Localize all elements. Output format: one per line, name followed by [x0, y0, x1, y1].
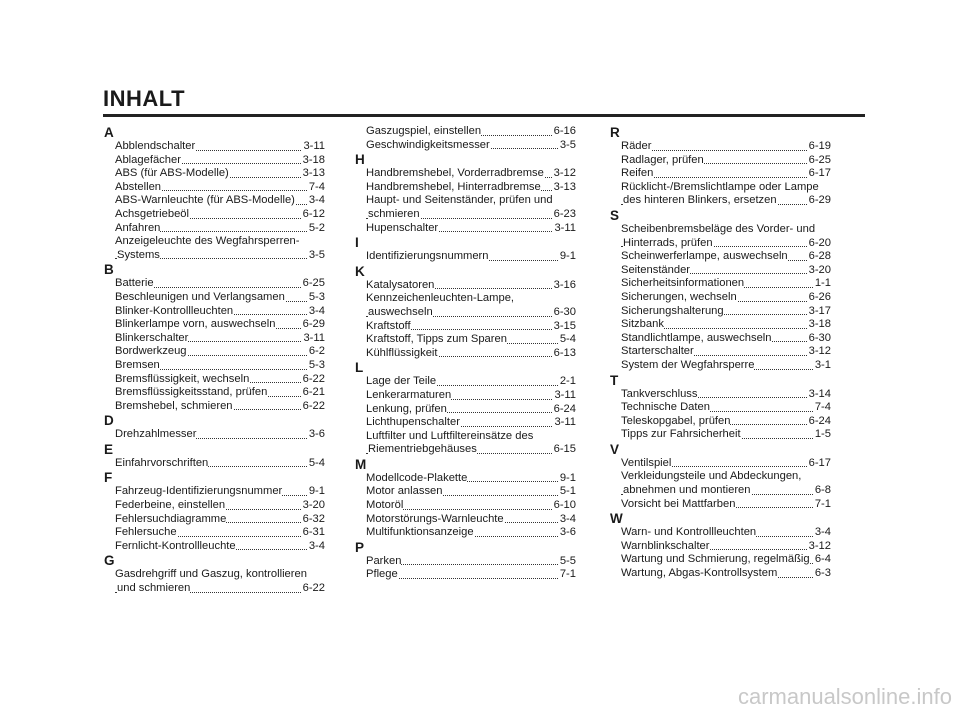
entry-text: Ventilspiel	[621, 456, 672, 469]
entry-text: Abstellen	[115, 180, 162, 193]
entry-page: 6-28	[808, 250, 831, 263]
index-letter: S	[610, 207, 620, 223]
index-entry	[354, 320, 576, 334]
entry-text: Anzeigeleuchte des Wegfahrsperren-	[115, 235, 300, 248]
entry-page: 6-22	[302, 582, 325, 595]
index-entry	[103, 277, 325, 291]
entry-text: Katalysatoren	[366, 278, 435, 291]
index-letter: K	[355, 263, 365, 279]
index-entry	[103, 208, 325, 222]
index-entry	[609, 540, 831, 554]
entry-page: 6-22	[302, 372, 325, 385]
entry-text: Fahrzeug-Identifizierungsnummer	[115, 485, 283, 498]
entry-text: Bremsflüssigkeit, wechseln	[115, 372, 250, 385]
index-entry	[103, 373, 325, 387]
entry-page: 3-1	[814, 358, 831, 371]
entry-text: Fehlersuche	[115, 526, 177, 539]
index-entry	[609, 359, 831, 373]
index-entry	[609, 526, 831, 540]
index-entry	[609, 140, 831, 154]
index-entry	[354, 139, 576, 153]
entry-page: 7-1	[814, 497, 831, 510]
entry-page: 6-25	[808, 153, 831, 166]
title-rule	[103, 114, 865, 117]
entry-text: Tankverschluss	[621, 387, 698, 400]
entry-text: Drehzahlmesser	[115, 428, 197, 441]
index-entry	[103, 345, 325, 359]
watermark: carmanualsonline.info	[737, 684, 952, 709]
entry-page: 6-10	[553, 499, 576, 512]
index-entry	[609, 428, 831, 442]
entry-text: Räder	[621, 140, 652, 152]
entry-text: Ablagefächer	[115, 153, 181, 166]
index-letter: T	[610, 372, 619, 388]
entry-page: 9-1	[559, 250, 576, 263]
index-entry	[354, 403, 576, 417]
index-entry	[354, 292, 576, 306]
entry-text: Einfahrvorschriften	[115, 456, 209, 469]
index-entry	[609, 318, 831, 332]
entry-page: 6-31	[302, 526, 325, 539]
entry-page: 3-18	[302, 153, 325, 166]
index-entry	[354, 416, 576, 430]
index-entry	[609, 305, 831, 319]
entry-text: Motoröl	[366, 499, 404, 512]
index-entry	[609, 223, 831, 237]
entry-text: Vorsicht bei Mattfarben	[621, 497, 736, 510]
index-entry	[354, 526, 576, 540]
index-entry	[354, 194, 576, 208]
entry-text: Haupt- und Seitenständer, prüfen und	[366, 194, 553, 207]
entry-page: 3-5	[308, 248, 325, 261]
entry-text: Hinterrads, prüfen	[623, 236, 713, 249]
entry-text: auswechseln	[368, 305, 433, 318]
entry-page: 5-5	[559, 554, 576, 567]
index-entry	[609, 484, 831, 498]
index-letter: A	[104, 125, 114, 140]
entry-page: 5-2	[308, 221, 325, 234]
index-entry	[103, 400, 325, 414]
entry-text: Modellcode-Plakette	[366, 471, 468, 484]
entry-page: 3-11	[303, 331, 325, 344]
entry-text: ABS (für ABS-Modelle)	[115, 167, 229, 180]
entry-page: 1-1	[814, 277, 831, 290]
index-entry	[354, 555, 576, 569]
entry-page: 6-30	[553, 305, 576, 318]
entry-page: 3-11	[554, 221, 576, 234]
index-entry	[609, 415, 831, 429]
entry-text: Bremsen	[115, 358, 160, 371]
index-letter: D	[104, 413, 114, 429]
index-entry	[354, 375, 576, 389]
entry-text: Wartung, Abgas-Kontrollsystem	[621, 567, 778, 580]
index-entry	[103, 194, 325, 208]
entry-page: 6-23	[553, 207, 576, 220]
entry-text: Tipps zur Fahrsicherheit	[621, 428, 741, 441]
entry-page: 6-3	[814, 567, 831, 580]
index-letter: P	[355, 539, 365, 555]
index-entry	[103, 318, 325, 332]
index-entry	[103, 540, 325, 554]
entry-page: 3-6	[559, 526, 576, 539]
index-entry	[609, 250, 831, 264]
entry-page: 6-4	[814, 553, 831, 566]
index-entry	[609, 470, 831, 484]
entry-page: 3-20	[302, 499, 325, 512]
entry-page: 3-15	[553, 319, 576, 332]
index-entry	[103, 513, 325, 527]
entry-text: ABS-Warnleuchte (für ABS-Modelle)	[115, 194, 295, 207]
entry-text: Radlager, prüfen	[621, 153, 704, 166]
entry-text: Starterschalter	[621, 345, 694, 358]
entry-text: Geschwindigkeitsmesser	[366, 138, 490, 151]
index-entry	[354, 568, 576, 582]
index-letter: W	[610, 511, 623, 527]
entry-page: 6-13	[553, 346, 576, 359]
entry-page: 3-12	[808, 539, 831, 552]
entry-text: Hupenschalter	[366, 221, 439, 234]
index-entry	[103, 359, 325, 373]
entry-text: Lenkung, prüfen	[366, 402, 447, 415]
entry-text: Kennzeichenleuchten-Lampe,	[366, 292, 515, 305]
entry-page: 3-11	[303, 140, 325, 152]
page-title: INHALT	[103, 86, 186, 111]
entry-text: Pflege	[366, 568, 398, 581]
index-entry	[609, 264, 831, 278]
entry-page: 6-29	[302, 318, 325, 331]
entry-text: Warn- und Kontrollleuchten	[621, 526, 757, 539]
entry-text: Blinkerschalter	[115, 331, 189, 344]
entry-page: 2-1	[559, 375, 576, 388]
entry-page: 3-13	[553, 180, 576, 193]
entry-text: Identifizierungsnummern	[366, 250, 489, 263]
entry-page: 6-17	[808, 456, 831, 469]
index-entry	[354, 513, 576, 527]
index-entry	[609, 291, 831, 305]
entry-text: Systems	[117, 248, 160, 261]
entry-text: Kraftstoff	[366, 319, 411, 332]
entry-text: abnehmen und montieren	[623, 484, 751, 497]
entry-page: 3-11	[554, 416, 576, 429]
index-entry	[103, 386, 325, 400]
entry-text: und schmieren	[117, 582, 191, 595]
index-entry	[609, 181, 831, 195]
entry-text: Abblendschalter	[115, 140, 196, 152]
index-letter: B	[104, 262, 114, 278]
entry-text: Batterie	[115, 277, 154, 290]
index-entry	[354, 333, 576, 347]
entry-text: Scheibenbremsbeläge des Vorder- und	[621, 222, 816, 235]
index-letter: F	[104, 470, 113, 486]
entry-page: 6-17	[808, 167, 831, 180]
index-entry	[354, 125, 576, 139]
index-entry	[103, 568, 325, 582]
entry-page: 6-2	[308, 345, 325, 358]
entry-text: Anfahren	[115, 221, 161, 234]
entry-page: 6-29	[808, 194, 831, 207]
index-entry	[354, 389, 576, 403]
index-entry	[103, 181, 325, 195]
entry-text: Handbremshebel, Vorderradbremse	[366, 167, 544, 180]
entry-text: Motorstörungs-Warnleuchte	[366, 512, 504, 525]
index-letter: E	[104, 441, 114, 457]
index-entry	[609, 401, 831, 415]
index-entry	[103, 167, 325, 181]
entry-text: Verkleidungsteile und Abdeckungen,	[621, 470, 802, 483]
index-entry	[354, 306, 576, 320]
entry-page: 6-16	[553, 125, 576, 137]
entry-text: Fernlicht-Kontrollleuchte	[115, 539, 236, 552]
entry-text: Scheinwerferlampe, auswechseln	[621, 250, 788, 263]
index-entry	[103, 140, 325, 154]
index-entry	[354, 222, 576, 236]
index-entry	[354, 472, 576, 486]
entry-page: 3-4	[559, 512, 576, 525]
index-column-2	[354, 125, 576, 582]
entry-text: Sicherungen, wechseln	[621, 290, 737, 303]
index-entry	[609, 194, 831, 208]
entry-text: schmieren	[368, 207, 420, 220]
entry-text: Beschleunigen und Verlangsamen	[115, 290, 285, 303]
entry-text: Blinker-Kontrollleuchten	[115, 304, 234, 317]
entry-page: 5-3	[308, 358, 325, 371]
entry-page: 3-12	[553, 167, 576, 180]
index-entry	[103, 249, 325, 263]
entry-page: 3-11	[554, 388, 576, 401]
entry-page: 9-1	[308, 485, 325, 498]
index-entry	[354, 443, 576, 457]
entry-page: 5-4	[308, 456, 325, 469]
index-entry	[103, 499, 325, 513]
index-letter: I	[355, 235, 359, 251]
entry-text: Warnblinkschalter	[621, 539, 710, 552]
entry-page: 5-4	[559, 333, 576, 346]
index-entry	[354, 485, 576, 499]
entry-text: Multifunktionsanzeige	[366, 526, 474, 539]
index-entry	[103, 526, 325, 540]
entry-page: 3-5	[559, 138, 576, 151]
entry-page: 3-20	[808, 263, 831, 276]
index-entry	[103, 222, 325, 236]
entry-text: Lenkerarmaturen	[366, 388, 452, 401]
index-entry	[103, 457, 325, 471]
entry-page: 5-1	[559, 485, 576, 498]
index-entry	[609, 332, 831, 346]
index-entry	[103, 485, 325, 499]
entry-page: 3-4	[308, 539, 325, 552]
entry-text: Parken	[366, 554, 402, 567]
entry-text: Kühlflüssigkeit	[366, 346, 438, 359]
entry-page: 3-4	[814, 526, 831, 539]
index-column-1	[103, 125, 325, 596]
index-letter: V	[610, 441, 620, 457]
entry-page: 3-18	[808, 318, 831, 331]
entry-page: 3-16	[553, 278, 576, 291]
index-letter: L	[355, 360, 364, 376]
entry-page: 5-3	[308, 290, 325, 303]
entry-page: 7-4	[308, 180, 325, 193]
entry-text: Standlichtlampe, auswechseln	[621, 331, 772, 344]
entry-text: Wartung und Schmierung, regelmäßig	[621, 553, 810, 566]
entry-page: 6-12	[302, 207, 325, 220]
entry-text: des hinteren Blinkers, ersetzen	[623, 194, 777, 207]
entry-page: 6-30	[808, 331, 831, 344]
entry-text: Gaszugspiel, einstellen	[366, 125, 482, 137]
entry-text: Rücklicht-/Bremslichtlampe oder Lampe	[621, 180, 819, 193]
index-letter: R	[610, 125, 620, 140]
entry-page: 3-12	[808, 345, 831, 358]
entry-text: Fehlersuchdiagramme	[115, 512, 227, 525]
index-entry	[354, 430, 576, 444]
entry-text: Federbeine, einstellen	[115, 499, 226, 512]
entry-text: Bremsflüssigkeitsstand, prüfen	[115, 386, 268, 399]
entry-text: Lage der Teile	[366, 375, 437, 388]
index-entry	[609, 167, 831, 181]
entry-text: Teleskopgabel, prüfen	[621, 414, 731, 427]
index-entry	[103, 332, 325, 346]
entry-text: Technische Daten	[621, 401, 710, 414]
entry-text: Reifen	[621, 167, 654, 180]
entry-text: Gasdrehgriff und Gaszug, kontrollieren	[115, 568, 307, 581]
entry-page: 6-26	[808, 290, 831, 303]
entry-text: Bordwerkzeug	[115, 345, 187, 358]
index-entry	[354, 167, 576, 181]
index-entry	[354, 279, 576, 293]
entry-text: Seitenständer	[621, 263, 691, 276]
entry-text: Luftfilter und Luftfiltereinsätze des	[366, 429, 534, 442]
index-entry	[103, 154, 325, 168]
entry-page: 6-15	[553, 443, 576, 456]
index-column-3	[609, 125, 831, 581]
entry-text: Achsgetriebeöl	[115, 207, 190, 220]
entry-text: Motor anlassen	[366, 485, 443, 498]
entry-page: 3-6	[308, 428, 325, 441]
index-entry	[609, 388, 831, 402]
entry-text: Blinkerlampe vorn, auswechseln	[115, 318, 276, 331]
index-entry	[609, 498, 831, 512]
entry-page: 3-4	[308, 194, 325, 207]
entry-text: Lichthupenschalter	[366, 416, 460, 429]
index-entry	[103, 291, 325, 305]
entry-page: 3-4	[308, 304, 325, 317]
entry-page: 6-24	[553, 402, 576, 415]
entry-page: 6-21	[302, 386, 325, 399]
index-entry	[103, 235, 325, 249]
index-entry	[609, 154, 831, 168]
entry-page: 6-8	[814, 484, 831, 497]
entry-page: 7-1	[559, 568, 576, 581]
index-entry	[354, 208, 576, 222]
entry-text: Sicherheitsinformationen	[621, 277, 745, 290]
index-entry	[354, 499, 576, 513]
entry-text: Handbremshebel, Hinterradbremse	[366, 180, 541, 193]
index-entry	[609, 345, 831, 359]
entry-page: 6-22	[302, 399, 325, 412]
entry-text: Sitzbank	[621, 318, 664, 331]
entry-page: 6-32	[302, 512, 325, 525]
entry-text: Kraftstoff, Tipps zum Sparen	[366, 333, 507, 346]
entry-page: 9-1	[559, 471, 576, 484]
index-entry	[609, 277, 831, 291]
entry-page: 6-24	[808, 414, 831, 427]
entry-page: 3-14	[808, 387, 831, 400]
entry-text: Sicherungshalterung	[621, 304, 724, 317]
entry-text: Bremshebel, schmieren	[115, 399, 233, 412]
entry-page: 3-17	[808, 304, 831, 317]
index-entry	[609, 457, 831, 471]
entry-page: 3-13	[302, 167, 325, 180]
index-entry	[354, 250, 576, 264]
index-letter: H	[355, 152, 365, 168]
entry-text: Riementriebgehäuses	[368, 443, 477, 456]
entry-page: 6-19	[808, 140, 831, 152]
entry-page: 6-20	[808, 236, 831, 249]
entry-page: 6-25	[302, 277, 325, 290]
index-entry	[354, 181, 576, 195]
index-letter: M	[355, 456, 367, 472]
entry-page: 7-4	[814, 401, 831, 414]
entry-text: System der Wegfahrsperre	[621, 358, 755, 371]
index-entry	[609, 237, 831, 251]
index-entry	[354, 347, 576, 361]
index-entry	[609, 553, 831, 567]
index-entry	[103, 305, 325, 319]
index-entry	[103, 428, 325, 442]
entry-page: 1-5	[814, 428, 831, 441]
index-entry	[609, 567, 831, 581]
index-letter: G	[104, 553, 115, 569]
index-entry	[103, 582, 325, 596]
